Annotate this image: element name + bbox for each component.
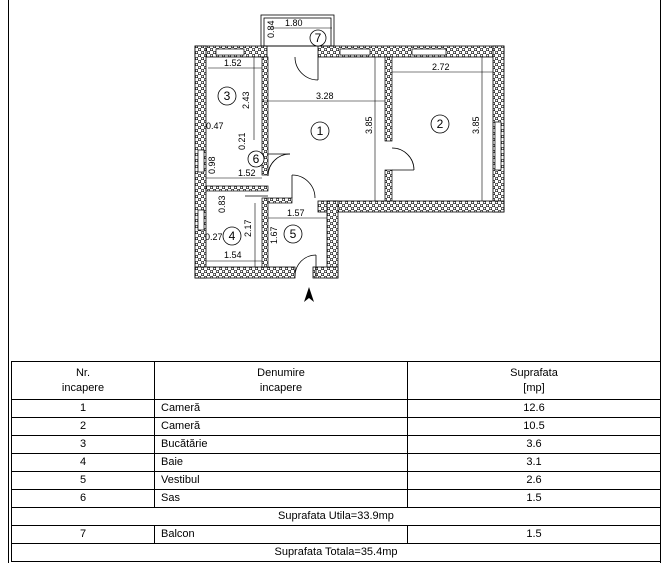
dim-bath-width: 1.54	[224, 250, 242, 260]
cell-area: 3.6	[408, 436, 661, 454]
subtotal-cell: Suprafata Utila=33.9mp	[12, 508, 661, 526]
dim-sas-c: 0.98	[207, 156, 217, 174]
cell-name: Bucătărie	[155, 436, 408, 454]
exterior-walls	[195, 46, 504, 278]
cell-nr: 1	[12, 400, 155, 418]
cell-name: Cameră	[155, 418, 408, 436]
table-row	[12, 490, 661, 508]
cell-nr: 6	[12, 490, 155, 508]
cell-nr: 7	[12, 526, 155, 544]
cell-nr: 3	[12, 436, 155, 454]
cell-name: Sas	[155, 490, 408, 508]
dim-sas-a: 0.47	[206, 121, 224, 131]
table-row	[12, 472, 661, 490]
dim-balcony-depth: 0.84	[266, 20, 276, 38]
cell-nr: 2	[12, 418, 155, 436]
dim-kitchen-top: 1.52	[224, 58, 242, 68]
room-3-number: 3	[223, 89, 231, 103]
dim-sas-width: 1.52	[238, 168, 256, 178]
dim-hall-width: 1.57	[287, 208, 305, 218]
cell-area: 2.6	[408, 472, 661, 490]
cell-name: Cameră	[155, 400, 408, 418]
room-1-number: 1	[316, 124, 324, 138]
cell-nr: 4	[12, 454, 155, 472]
dim-kitchen-height: 2.43	[241, 91, 251, 109]
room-5-number: 5	[289, 227, 297, 241]
dim-balcony-width: 1.80	[285, 18, 303, 28]
total-row	[12, 544, 661, 562]
cell-name: Balcon	[155, 526, 408, 544]
table-row	[12, 526, 661, 544]
room-6-number: 6	[252, 152, 260, 166]
header-nr: Nr. incapere	[12, 362, 155, 400]
cell-area: 1.5	[408, 526, 661, 544]
dim-hall-height: 1.67	[269, 226, 279, 244]
total-cell: Suprafata Totala=35.4mp	[12, 544, 661, 562]
table-row	[12, 454, 661, 472]
dim-room2-height: 3.85	[471, 116, 481, 134]
area-table	[11, 361, 661, 562]
header-area: Suprafata [mp]	[408, 362, 661, 400]
cell-name: Baie	[155, 454, 408, 472]
cell-area: 1.5	[408, 490, 661, 508]
dim-bath-a: 0.83	[217, 195, 227, 213]
cell-area: 3.1	[408, 454, 661, 472]
header-name: Denumire incapere	[155, 362, 408, 400]
cell-area: 10.5	[408, 418, 661, 436]
dim-room1-height: 3.85	[364, 116, 374, 134]
north-arrow	[304, 287, 314, 302]
cell-area: 12.6	[408, 400, 661, 418]
table-header-row	[12, 362, 661, 400]
room-7-number: 7	[314, 31, 322, 45]
room-4-number: 4	[228, 229, 236, 243]
dim-room2-width: 2.72	[432, 62, 450, 72]
dim-bath-height: 2.17	[243, 219, 253, 237]
dim-bath-b: 0.27	[205, 232, 223, 242]
subtotal-row	[12, 508, 661, 526]
room-2-number: 2	[436, 117, 444, 131]
table-row	[12, 400, 661, 418]
dim-room1-width: 3.28	[316, 91, 334, 101]
cell-name: Vestibul	[155, 472, 408, 490]
cell-nr: 5	[12, 472, 155, 490]
dim-sas-b: 0.21	[237, 132, 247, 150]
table-row	[12, 436, 661, 454]
table-row	[12, 418, 661, 436]
